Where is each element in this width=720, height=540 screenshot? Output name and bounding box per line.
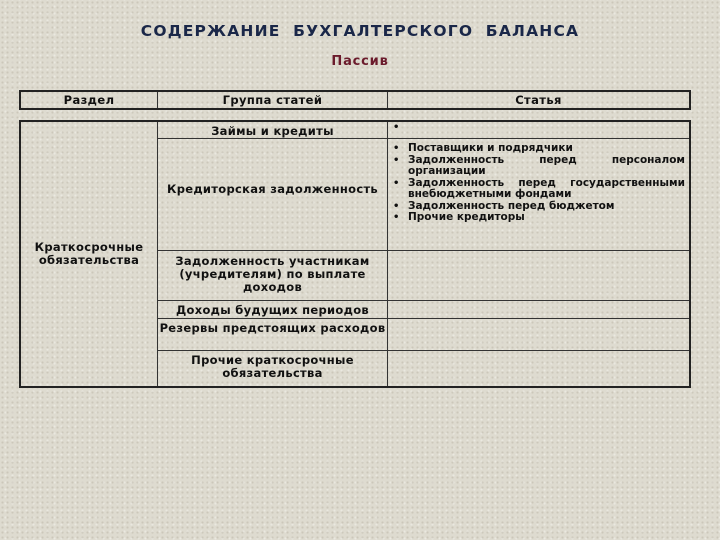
section-cell bbox=[20, 121, 158, 387]
payables-item-personnel: Задолженность перед персоналом организации bbox=[408, 153, 685, 177]
header-section: Раздел bbox=[20, 91, 158, 109]
article-loans bbox=[388, 121, 691, 139]
header-group: Группа статей bbox=[158, 91, 388, 109]
group-participants: Задолженность участникам (учредителям) по выплате доходов bbox=[158, 251, 388, 301]
header-article: Статья bbox=[388, 91, 691, 109]
slide-title: СОДЕРЖАНИЕ БУХГАЛТЕРСКОГО БАЛАНСА bbox=[140, 22, 580, 40]
group-loans: Займы и кредиты bbox=[158, 121, 388, 139]
list-item bbox=[388, 212, 685, 224]
bullet-icon: • bbox=[393, 212, 400, 223]
bullet-icon: • bbox=[393, 200, 400, 212]
payables-item-suppliers: Поставщики и подрядчики bbox=[408, 142, 573, 154]
payables-item-budget: Задолженность перед бюджетом bbox=[408, 199, 615, 212]
article-participants bbox=[388, 251, 691, 301]
group-reserves: Резервы предстоящих расходов bbox=[158, 319, 388, 351]
article-payables bbox=[388, 139, 691, 251]
group-other: Прочие краткосрочные обязательства bbox=[158, 351, 388, 387]
header-table bbox=[19, 90, 691, 110]
bullet-icon: • bbox=[393, 122, 400, 133]
bullet-icon: • bbox=[393, 177, 400, 189]
payables-item-other: Прочие кредиторы bbox=[408, 211, 525, 223]
bullet-icon: • bbox=[393, 154, 400, 166]
section-label: Краткосрочные обязательства bbox=[34, 239, 144, 267]
list-item bbox=[388, 122, 689, 137]
slide-subtitle: Пассив bbox=[331, 54, 389, 69]
group-payables: Кредиторская задолженность bbox=[158, 139, 388, 251]
bullet-icon: • bbox=[393, 143, 400, 154]
list-item bbox=[388, 178, 685, 201]
article-other bbox=[388, 351, 691, 387]
payables-item-funds: Задолженность перед государственными внебюджетными фондами bbox=[408, 176, 685, 200]
list-item bbox=[388, 155, 685, 178]
group-future-income: Доходы будущих периодов bbox=[158, 301, 388, 319]
article-reserves bbox=[388, 319, 691, 351]
article-future-income bbox=[388, 301, 691, 319]
balance-table bbox=[19, 120, 691, 388]
